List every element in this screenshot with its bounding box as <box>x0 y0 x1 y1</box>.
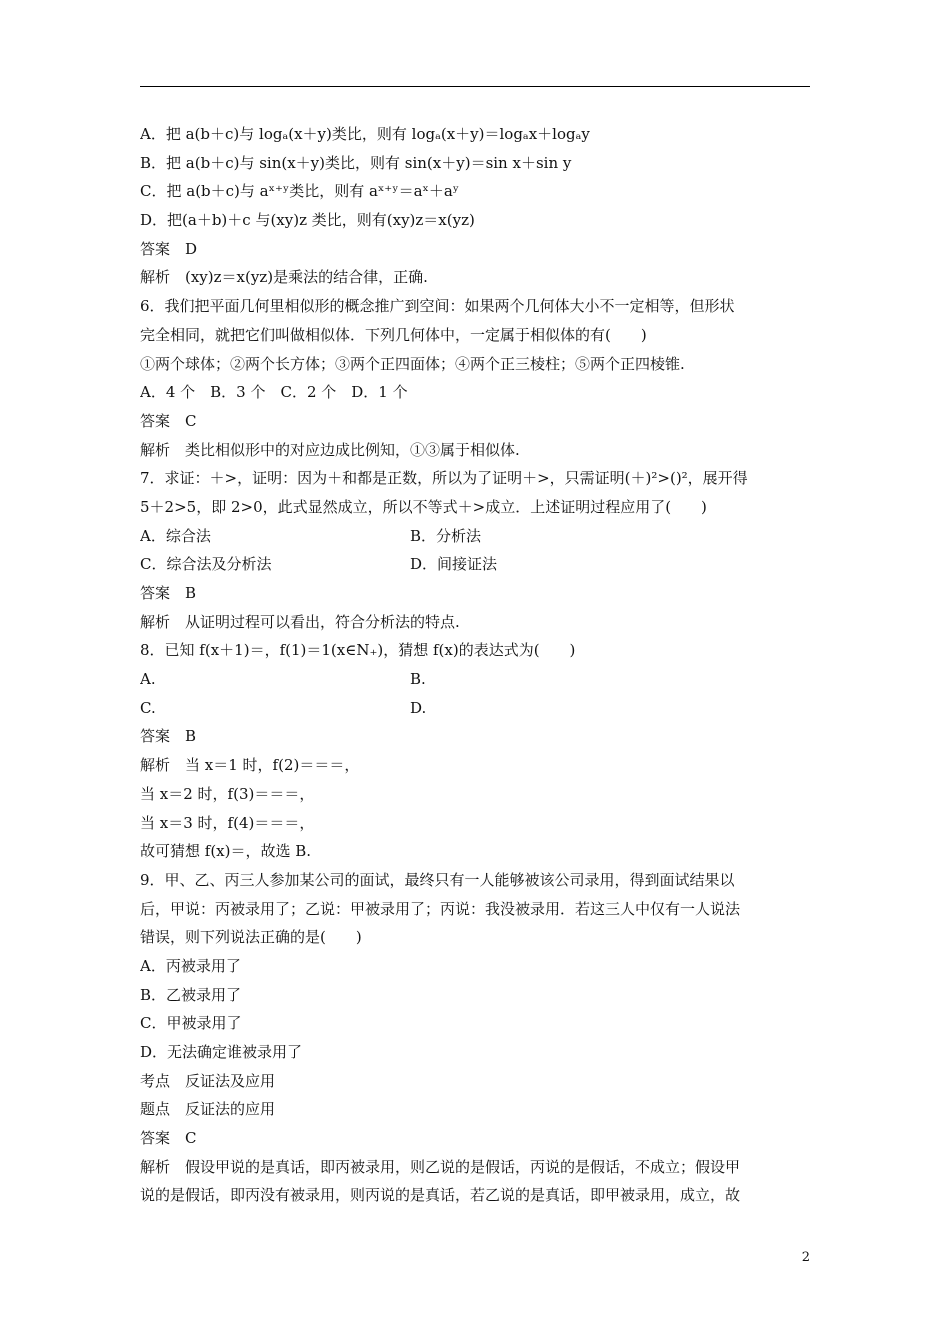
answer-line: 答案 C <box>140 1129 197 1148</box>
question-line: 错误，则下列说法正确的是( ) <box>140 928 362 947</box>
question-line: 5＋2>5，即 2>0，此式显然成立，所以不等式＋>成立．上述证明过程应用了( ) <box>140 497 707 516</box>
analysis-line: 解析 (xy)z＝x(yz)是乘法的结合律，正确. <box>140 268 428 287</box>
text-line: 当 x＝2 时，f(3)＝＝＝， <box>140 784 315 803</box>
answer-line: 答案 B <box>140 584 197 602</box>
question-line: 6．我们把平面几何里相似形的概念推广到空间：如果两个几何体大小不一定相等，但形状 <box>140 297 735 316</box>
option-item: B. <box>410 670 426 689</box>
option-item: A. <box>140 670 156 689</box>
text-line: A．把 a(b＋c)与 logₐ(x＋y)类比，则有 logₐ(x＋y)＝logₐx＋logₐy <box>140 125 590 143</box>
option-item: D．无法确定谁被录用了 <box>140 1043 303 1061</box>
option-item: C．甲被录用了 <box>140 1014 242 1033</box>
header-rule <box>140 86 810 87</box>
text-line: B．把 a(b＋c)与 sin(x＋y)类比，则有 sin(x＋y)＝sin x＋sin y <box>140 153 572 172</box>
question-line: 完全相同，就把它们叫做相似体．下列几何体中，一定属于相似体的有( ) <box>140 325 647 344</box>
options-row <box>140 694 810 723</box>
text-line: 当 x＝3 时，f(4)＝＝＝， <box>140 813 315 832</box>
options-row <box>140 550 810 579</box>
option-item: C．综合法及分析法 <box>140 555 272 574</box>
option-item: A．综合法 <box>140 526 211 545</box>
topic-line: 题点 反证法的应用 <box>140 1100 276 1119</box>
answer-line: 答案 C <box>140 411 197 430</box>
option-item: D. <box>410 698 427 717</box>
analysis-line: 解析 假设甲说的是真话，即丙被录用，则乙说的是假话，丙说的是假话，不成立；假设甲 <box>140 1157 741 1176</box>
answer-line: 答案 D <box>140 239 198 258</box>
options-row <box>140 522 810 551</box>
question-line: 8．已知 f(x＋1)＝，f(1)＝1(x∈N₊)，猜想 f(x)的表达式为( ) <box>140 641 576 660</box>
text-line: C．把 a(b＋c)与 aˣ⁺ʸ类比，则有 aˣ⁺ʸ＝aˣ＋aʸ <box>140 182 460 201</box>
option-item: D．间接证法 <box>410 555 498 574</box>
analysis-line: 说的是假话，即丙没有被录用，则丙说的是真话，若乙说的是真话，即甲被录用，成立，故 <box>140 1186 741 1205</box>
option-item: B．乙被录用了 <box>140 985 242 1004</box>
text-line: 故可猜想 f(x)＝，故选 B. <box>140 842 312 861</box>
analysis-line: 解析 从证明过程可以看出，符合分析法的特点. <box>140 612 460 631</box>
options-line: A．4 个 B．3 个 C．2 个 D．1 个 <box>140 383 408 402</box>
text-line: ①两个球体；②两个长方体；③两个正四面体；④两个正三棱柱；⑤两个正四棱锥. <box>140 354 685 373</box>
option-item: C. <box>140 698 156 717</box>
text-line: D．把(a＋b)＋c 与(xy)z 类比，则有(xy)z＝x(yz) <box>140 211 475 230</box>
topic-line: 考点 反证法及应用 <box>140 1071 276 1090</box>
analysis-line: 解析 当 x＝1 时，f(2)＝＝＝， <box>140 756 360 775</box>
analysis-line: 解析 类比相似形中的对应边成比例知，①③属于相似体. <box>140 440 520 459</box>
question-line: 后，甲说：丙被录用了；乙说：甲被录用了；丙说：我没被录用．若这三人中仅有一人说法 <box>140 899 741 918</box>
page-content <box>140 120 810 1210</box>
option-item: A．丙被录用了 <box>140 956 241 975</box>
question-line: 7．求证：＋>，证明：因为＋和都是正数，所以为了证明＋>，只需证明(＋)²>()²，展开得 <box>140 469 748 488</box>
page-number: 2 <box>801 1250 810 1265</box>
question-line: 9．甲、乙、丙三人参加某公司的面试，最终只有一人能够被该公司录用，得到面试结果以 <box>140 870 735 889</box>
answer-line: 答案 B <box>140 727 197 746</box>
options-row <box>140 665 810 694</box>
option-item: B．分析法 <box>410 526 482 545</box>
